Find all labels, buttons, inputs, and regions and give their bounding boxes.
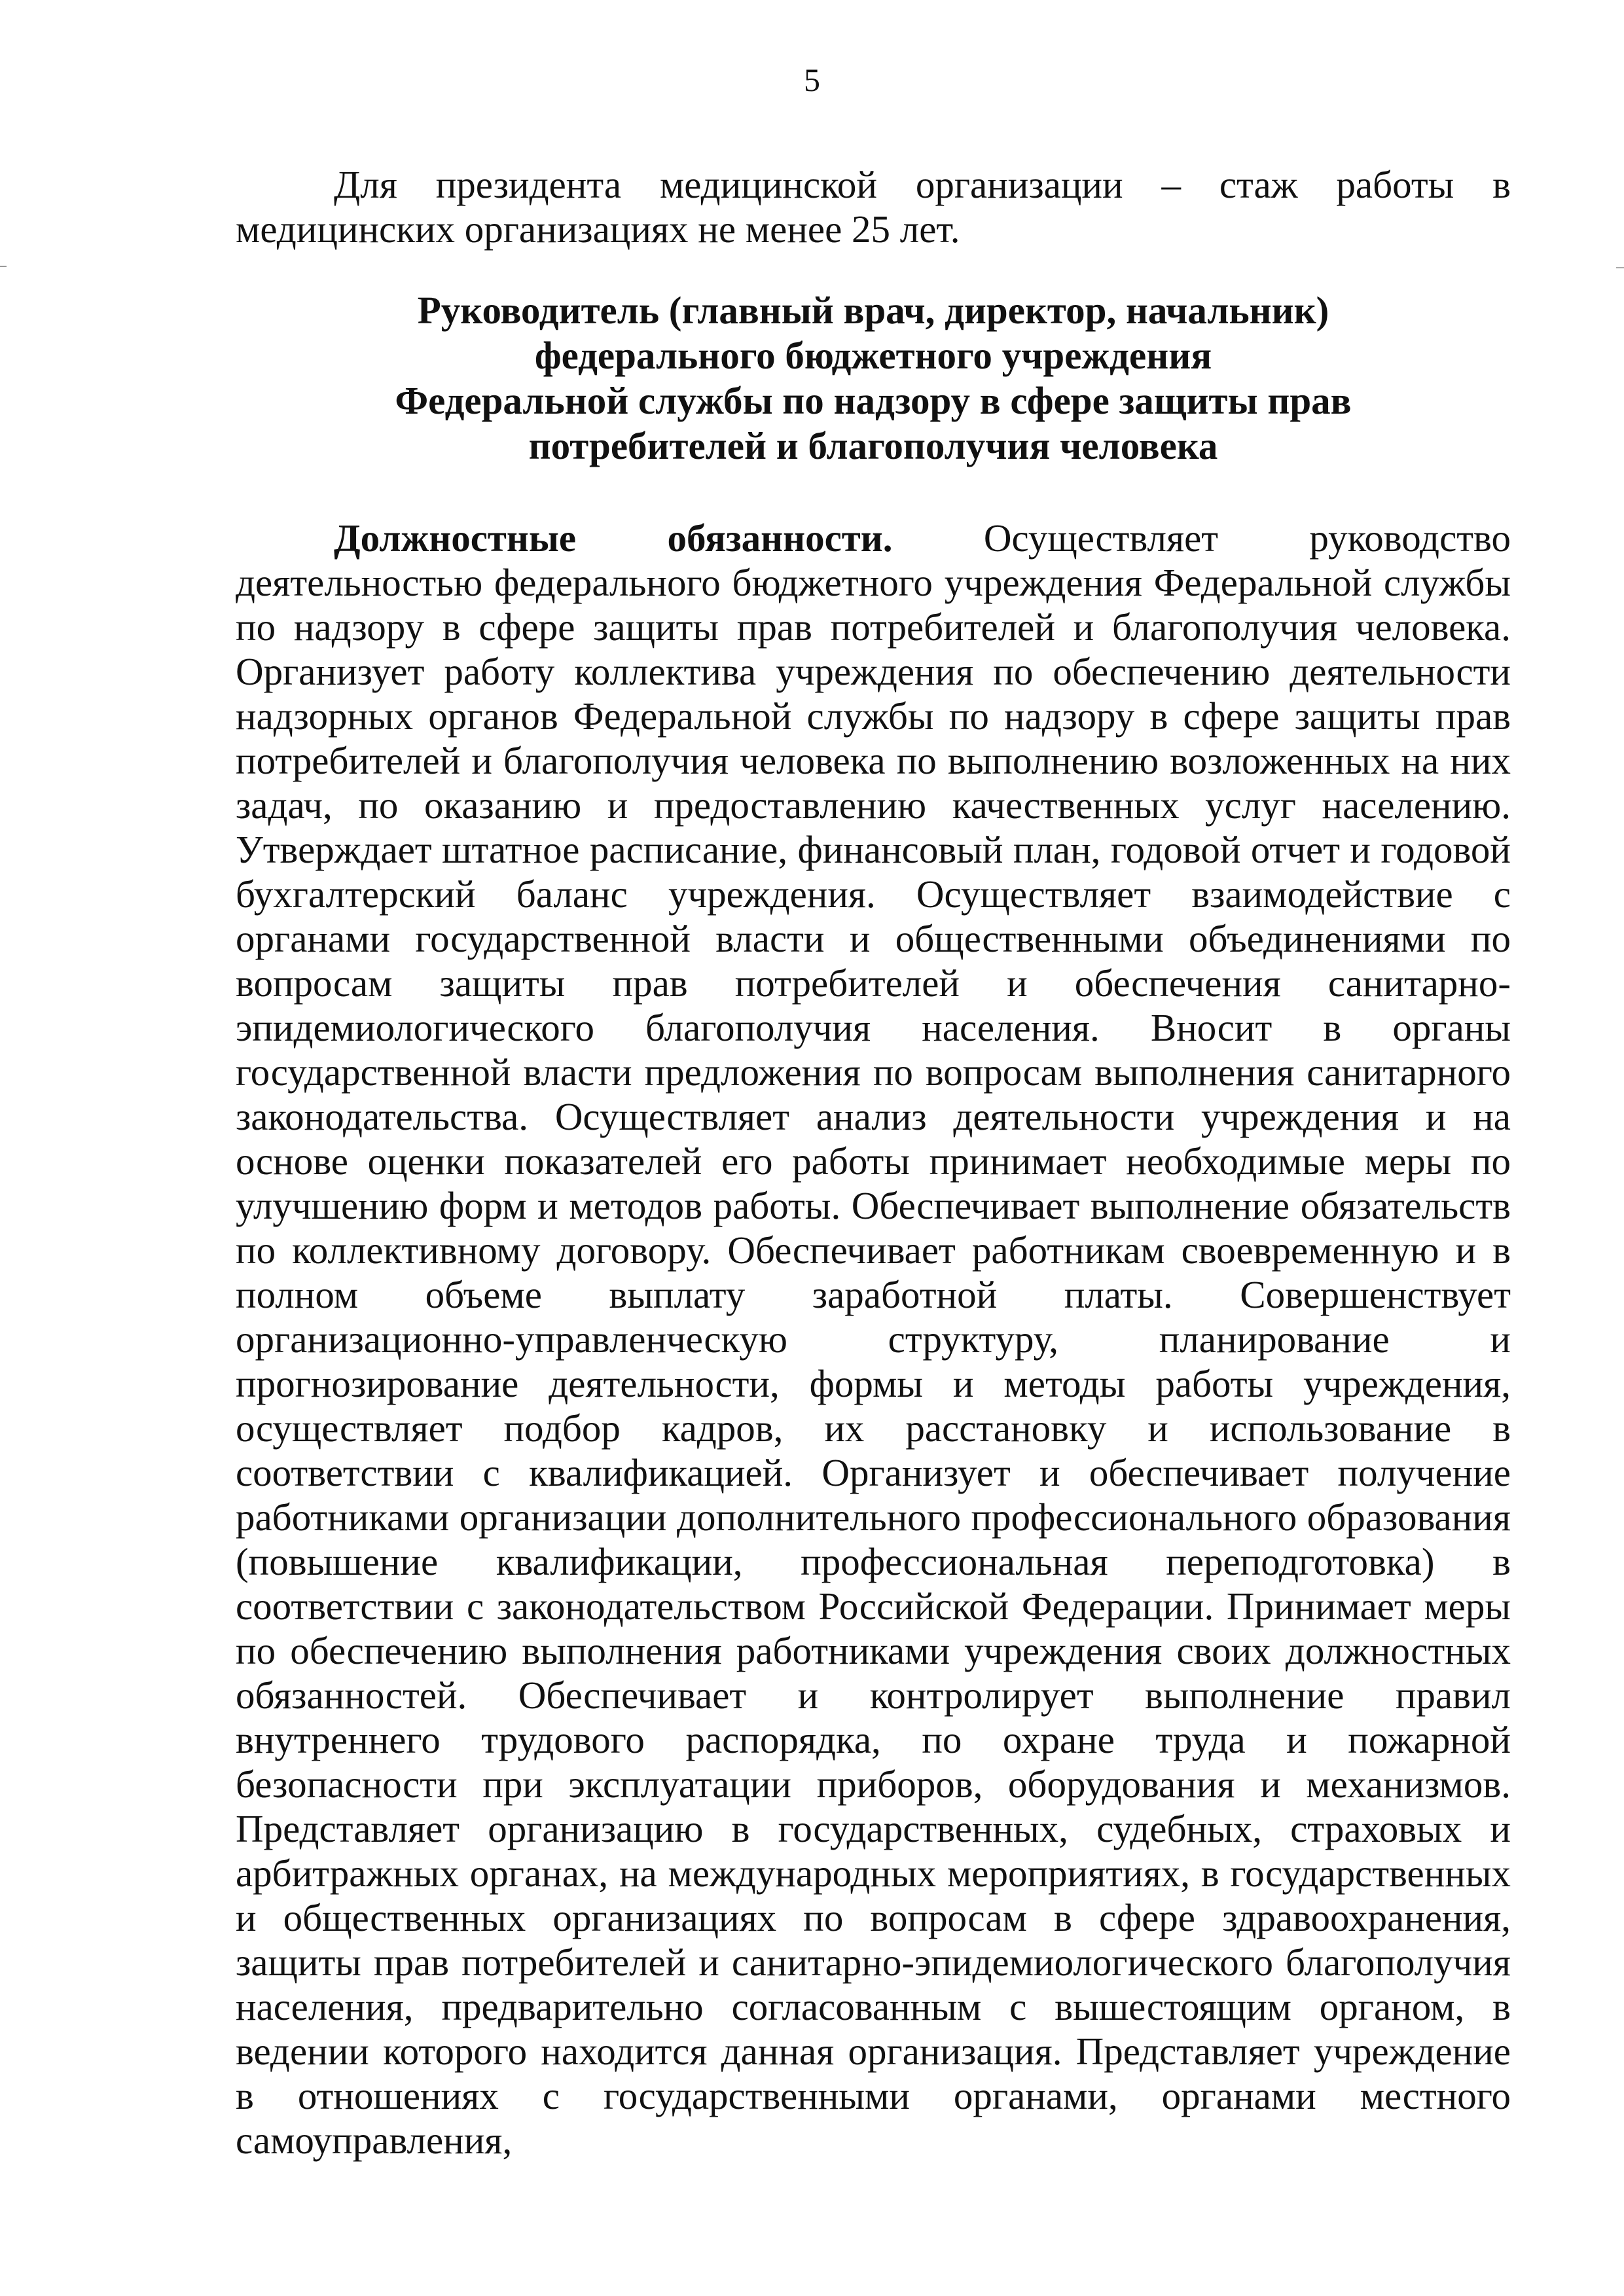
duties-paragraph	[236, 516, 1511, 2162]
scan-edge-mark-right	[1616, 267, 1624, 268]
scan-edge-mark	[0, 266, 7, 267]
duties-lead: Должностные обязанности.	[334, 516, 893, 560]
section-heading-line: Федеральной службы по надзору в сфере защиты прав	[395, 379, 1352, 422]
section-heading-line: потребителей и благополучия человека	[528, 424, 1218, 467]
duties-text: Осуществляет руководство деятельностью федерального бюджетного учреждения Федеральной службы по надзору в сфере защиты прав потребителей и благополучия человека. Организует работу коллектива учреждения по обеспечению деятельности надзорных органов Федеральной службы по надзору в сфере защиты прав потребителей и благополучия человека по выполнению возложенных на них задач, по оказанию и предоставлению качественных услуг населению. Утверждает штатное расписание, финансовый план, годовой отчет и годовой бухгалтерский баланс учреждения. Осуществляет взаимодействие с органами государственной власти и общественными объединениями по вопросам защиты прав потребителей и обеспечения санитарно-эпидемиологического благополучия населения. Вносит в органы государственной власти предложения по вопросам выполнения санитарного законодательства. Осуществляет анализ деятельности учреждения и на основе оценки показателей его работы принимает необходимые меры по улучшению форм и методов работы. Обеспечивает выполнение обязательств по коллективному договору. Обеспечивает работникам своевременную и в полном объеме выплату заработной платы. Совершенствует организационно-управленческую структуру, планирование и прогнозирование деятельности, формы и методы работы учреждения, осуществляет подбор кадров, их расстановку и использование в соответствии с квалификацией. Организует и обеспечивает получение работниками организации дополнительного профессионального образования (повышение квалификации, профессиональная переподготовка) в соответствии с законодательством Российской Федерации. Принимает меры по обеспечению выполнения работниками учреждения своих должностных обязанностей. Обеспечивает и контролирует выполнение правил внутреннего трудового распорядка, по охране труда и пожарной безопасности при эксплуатации приборов, оборудования и механизмов. Представляет организацию в государственных, судебных, страховых и арбитражных органах, на международных мероприятиях, в государственных и общественных организациях по вопросам в сфере здравоохранения, защиты прав потребителей и санитарно-эпидемиологического благополучия населения, предварительно согласованным с вышестоящим органом, в ведении которого находится данная организация. Представляет учреждение в отношениях с государственными органами, органами местного самоуправления,	[236, 516, 1511, 2162]
section-heading	[236, 288, 1511, 469]
section-heading-line: Руководитель (главный врач, директор, начальник)	[417, 289, 1329, 332]
page-number: 5	[804, 62, 820, 98]
intro-paragraph: Для президента медицинской организации – стаж работы в медицинских организациях не менее 25 лет.	[236, 163, 1511, 251]
section-heading-line: федерального бюджетного учреждения	[534, 334, 1212, 377]
